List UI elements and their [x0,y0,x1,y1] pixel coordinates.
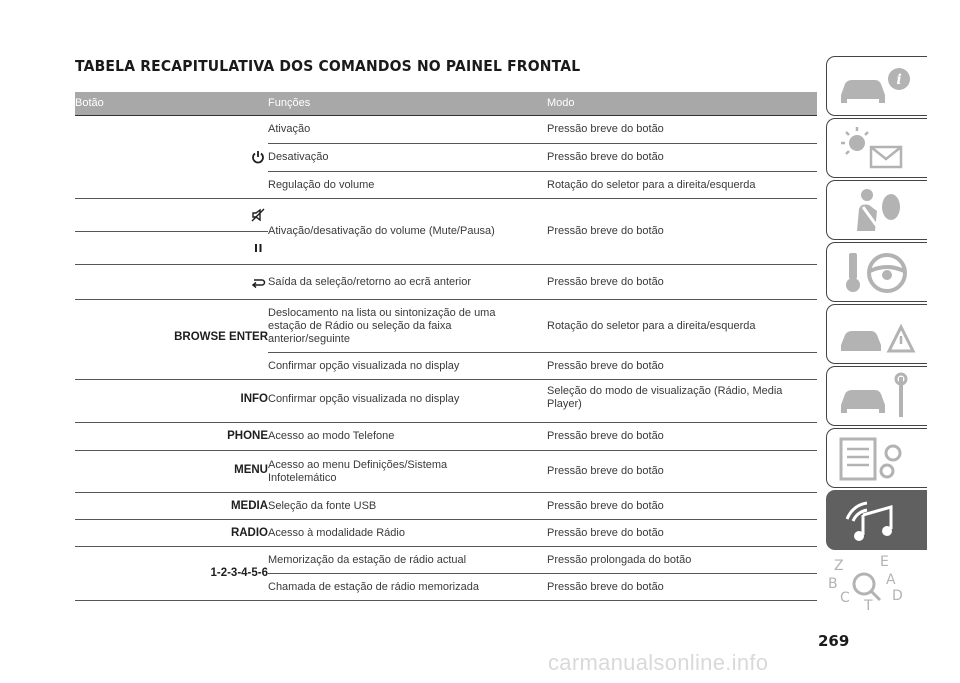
function-cell: Chamada de estação de rádio memorizada [268,574,547,601]
function-cell: Acesso ao modo Telefone [268,423,547,451]
emergency-icon [827,305,927,365]
table-row [75,199,817,232]
mute-icon [250,207,266,223]
index-letter: B [828,576,838,592]
button-cell-menu: MENU [75,451,268,493]
tab-starting-driving[interactable] [826,242,927,302]
tab-technical-data[interactable] [826,428,927,488]
function-cell: Deslocamento na lista ou sintonização de uma estação de Rádio ou seleção da faixa anterior/seguinte [268,300,547,353]
alphabetical-index-icon [826,552,926,612]
function-cell: Saída da seleção/retorno ao ecrã anterior [268,265,547,300]
button-cell-back [75,265,268,300]
mode-cell: Pressão breve do botão [547,144,817,172]
index-letter: D [892,588,903,604]
button-cell-pause [75,232,268,265]
mode-cell: Pressão breve do botão [547,574,817,601]
steering-wheel-key-icon [827,243,927,303]
function-cell: Acesso à modalidade Rádio [268,520,547,547]
function-cell: Memorização da estação de rádio actual [268,547,547,574]
mode-cell: Pressão breve do botão [547,520,817,547]
table-row [75,265,817,300]
column-header-functions: Funções [268,92,547,116]
svg-text:i: i [896,72,902,88]
mode-cell: Pressão breve do botão [547,451,817,493]
car-info-icon [827,57,927,117]
tab-warning-lights[interactable] [826,118,927,178]
button-cell-info: INFO [75,380,268,423]
mode-cell: Pressão prolongada do botão [547,547,817,574]
function-cell: Desativação [268,144,547,172]
index-letter: T [864,598,873,612]
mode-cell: Pressão breve do botão [547,353,817,380]
tab-emergency[interactable] [826,304,927,364]
button-cell-phone: PHONE [75,423,268,451]
page-number: 269 [818,632,850,650]
column-header-mode: Modo [547,92,817,116]
mode-cell: Pressão breve do botão [547,265,817,300]
back-arrow-icon [250,274,266,290]
table-row [75,116,817,144]
warning-lights-icon [827,119,927,179]
table-row [75,380,817,423]
button-cell-presets: 1-2-3-4-5-6 [75,547,268,601]
index-letter: Z [834,558,844,574]
function-cell: Ativação [268,116,547,144]
tab-index[interactable] [826,552,927,612]
index-letter: E [880,554,889,570]
table-row [75,547,817,574]
index-letter: C [840,590,850,606]
table-row [75,451,817,493]
page-title: TABELA RECAPITULATIVA DOS COMANDOS NO PAINEL FRONTAL [75,57,581,75]
function-cell: Acesso ao menu Definições/Sistema Infotelemático [268,451,547,493]
button-cell-browse-enter: BROWSE ENTER [75,300,268,380]
tab-safety[interactable] [826,180,927,240]
column-header-button: Botão [75,92,268,116]
tab-maintenance[interactable] [826,366,927,426]
mode-cell: Rotação do seletor para a direita/esquerda [547,300,817,353]
mode-cell: Pressão breve do botão [547,199,817,265]
airbag-safety-icon [827,181,927,241]
watermark: carmanualsonline.info [548,650,769,675]
function-cell: Ativação/desativação do volume (Mute/Pausa) [268,199,547,265]
function-cell: Regulação do volume [268,172,547,199]
function-cell: Seleção da fonte USB [268,493,547,520]
technical-data-icon [827,429,927,489]
mode-cell: Seleção do modo de visualização (Rádio, Media Player) [547,380,817,423]
index-letter: A [886,572,896,588]
button-cell-power [75,116,268,199]
function-cell: Confirmar opção visualizada no display [268,380,547,423]
car-maintenance-icon [827,367,927,427]
function-cell: Confirmar opção visualizada no display [268,353,547,380]
table-row [75,493,817,520]
mode-cell: Pressão breve do botão [547,493,817,520]
tab-car-info[interactable] [826,56,927,116]
commands-table [75,92,817,601]
power-icon [250,149,266,165]
table-header-row [75,92,817,116]
table-row [75,423,817,451]
button-cell-mute [75,199,268,232]
mode-cell: Pressão breve do botão [547,116,817,144]
table-row [75,300,817,353]
pause-icon [250,240,266,256]
tab-multimedia[interactable] [826,490,927,550]
mode-cell: Pressão breve do botão [547,423,817,451]
mode-cell: Rotação do seletor para a direita/esquerda [547,172,817,199]
button-cell-media: MEDIA [75,493,268,520]
multimedia-icon [827,491,927,551]
button-cell-radio: RADIO [75,520,268,547]
table-row [75,520,817,547]
